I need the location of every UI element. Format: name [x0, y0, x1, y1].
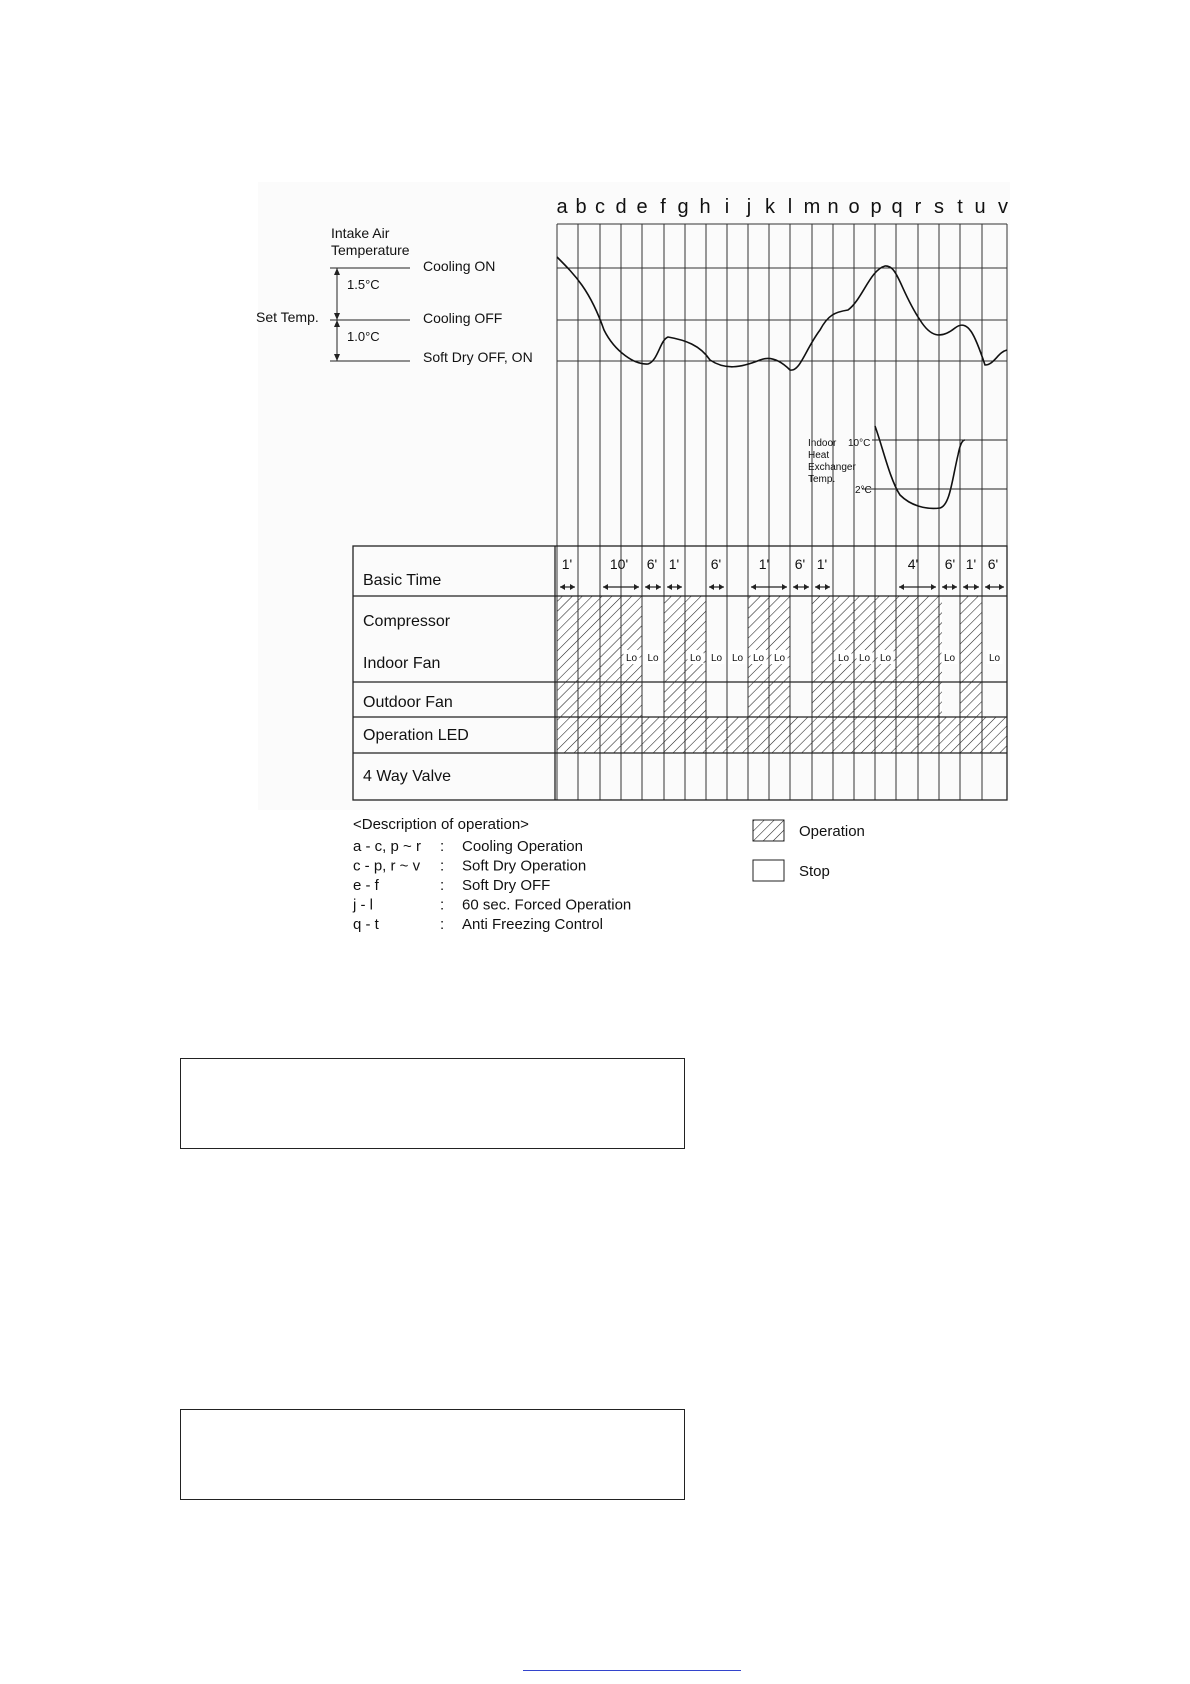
- column-letter: e: [636, 196, 648, 218]
- column-letter: m: [803, 196, 821, 218]
- column-letter: s: [934, 196, 944, 218]
- lo-label: Lo: [689, 653, 702, 664]
- soft-dry-label: Soft Dry OFF, ON: [423, 349, 533, 365]
- column-letter: d: [615, 196, 627, 218]
- operation-block: [960, 682, 982, 717]
- intake-air-label: Intake Air: [331, 225, 390, 241]
- column-letter: h: [699, 196, 711, 218]
- column-letter: b: [575, 196, 587, 218]
- delta-upper-label: 1.5°C: [347, 277, 380, 292]
- description-range: a - c, p ~ r: [353, 838, 421, 855]
- column-letter: f: [660, 196, 666, 218]
- basic-time-value: 6': [944, 556, 956, 572]
- lo-label: Lo: [710, 653, 723, 664]
- description-separator: :: [440, 857, 445, 875]
- blank-box-lower: [180, 1409, 685, 1500]
- basic-time-value: 6': [710, 556, 722, 572]
- legend-stop-label: Stop: [799, 863, 830, 880]
- row-label-compressor: Compressor: [363, 613, 451, 630]
- column-letter: p: [870, 196, 882, 218]
- basic-time-value: 4': [907, 556, 919, 572]
- basic-time-value: 1': [965, 556, 977, 572]
- description-range: q - t: [353, 916, 379, 933]
- column-letter: u: [974, 196, 986, 218]
- lo-label: Lo: [625, 653, 638, 664]
- description-title: <Description of operation>: [353, 816, 529, 833]
- description-separator: :: [440, 916, 445, 933]
- lo-label: Lo: [647, 653, 659, 664]
- column-letter: c: [595, 196, 605, 218]
- description-separator: :: [440, 896, 445, 914]
- column-letter: g: [677, 196, 689, 218]
- lo-label: Lo: [773, 653, 786, 664]
- operation-blocks: [557, 596, 1007, 753]
- operation-block: [812, 596, 942, 682]
- row-label-indoor-fan: Indoor Fan: [363, 655, 441, 672]
- description-separator: :: [440, 877, 445, 894]
- hx-lower-temp: 2°C: [855, 485, 872, 496]
- column-letter: q: [891, 196, 903, 218]
- footer-link-underline[interactable]: [523, 1670, 741, 1671]
- hx-label-line: Indoor: [808, 438, 837, 449]
- column-letter: t: [957, 196, 963, 218]
- column-letter: k: [765, 196, 775, 218]
- description-range: j - l: [353, 896, 373, 914]
- description-text: 60 sec. Forced Operation: [462, 896, 632, 914]
- lo-label: Lo: [731, 653, 744, 664]
- basic-time-value: 1': [561, 556, 573, 572]
- legend-operation-label: Operation: [799, 823, 865, 840]
- column-letter: o: [848, 196, 860, 218]
- lo-label: Lo: [752, 653, 765, 664]
- description-text: Anti Freezing Control: [462, 916, 603, 933]
- column-letter: r: [914, 196, 922, 218]
- cooling-off-label: Cooling OFF: [423, 310, 503, 326]
- hx-label-line: Temp.: [808, 474, 836, 485]
- column-letter: n: [827, 196, 839, 218]
- operation-block: [812, 682, 942, 717]
- column-letter: i: [724, 196, 730, 218]
- row-label-basic-time: Basic Time: [363, 572, 442, 589]
- hx-label-line: Heat: [808, 450, 830, 461]
- column-letter: j: [746, 196, 752, 218]
- description-range: e - f: [353, 877, 379, 894]
- column-letter: a: [556, 196, 568, 218]
- description-list: [352, 838, 631, 933]
- description-separator: :: [440, 838, 445, 855]
- operation-block: [960, 596, 982, 682]
- description-text: Soft Dry Operation: [462, 857, 587, 875]
- row-label-operation-led: Operation LED: [363, 727, 469, 744]
- temperature-label: Temperature: [331, 242, 410, 258]
- description-text: Cooling Operation: [462, 838, 583, 855]
- lo-label: Lo: [837, 653, 850, 664]
- description-range: c - p, r ~ v: [353, 857, 421, 875]
- row-label-4-way-valve: 4 Way Valve: [363, 768, 452, 785]
- column-letter: v: [998, 196, 1008, 218]
- cooling-on-label: Cooling ON: [423, 258, 496, 274]
- lo-label: Lo: [879, 653, 892, 664]
- legend-operation-swatch: [753, 820, 784, 841]
- basic-time-value: 10': [609, 556, 629, 572]
- lo-label: Lo: [858, 653, 871, 664]
- description-text: Soft Dry OFF: [462, 877, 551, 894]
- lo-label: Lo: [988, 653, 1001, 664]
- basic-time-value: 6': [646, 556, 658, 572]
- basic-time-value: 6': [987, 556, 999, 572]
- lo-label: Lo: [943, 653, 956, 664]
- row-label-outdoor-fan: Outdoor Fan: [363, 694, 453, 711]
- delta-lower-label: 1.0°C: [347, 329, 380, 344]
- hx-label-line: Exchanger: [808, 462, 856, 473]
- basic-time-value: 1': [668, 556, 680, 572]
- basic-time-value: 1': [758, 556, 770, 572]
- blank-box-upper: [180, 1058, 685, 1149]
- hx-upper-temp: 10°C: [848, 438, 871, 449]
- column-letter: l: [787, 196, 793, 218]
- basic-time-value: 6': [794, 556, 806, 572]
- set-temp-label: Set Temp.: [256, 309, 319, 325]
- basic-time-value: 1': [816, 556, 828, 572]
- legend-stop-swatch: [753, 860, 784, 881]
